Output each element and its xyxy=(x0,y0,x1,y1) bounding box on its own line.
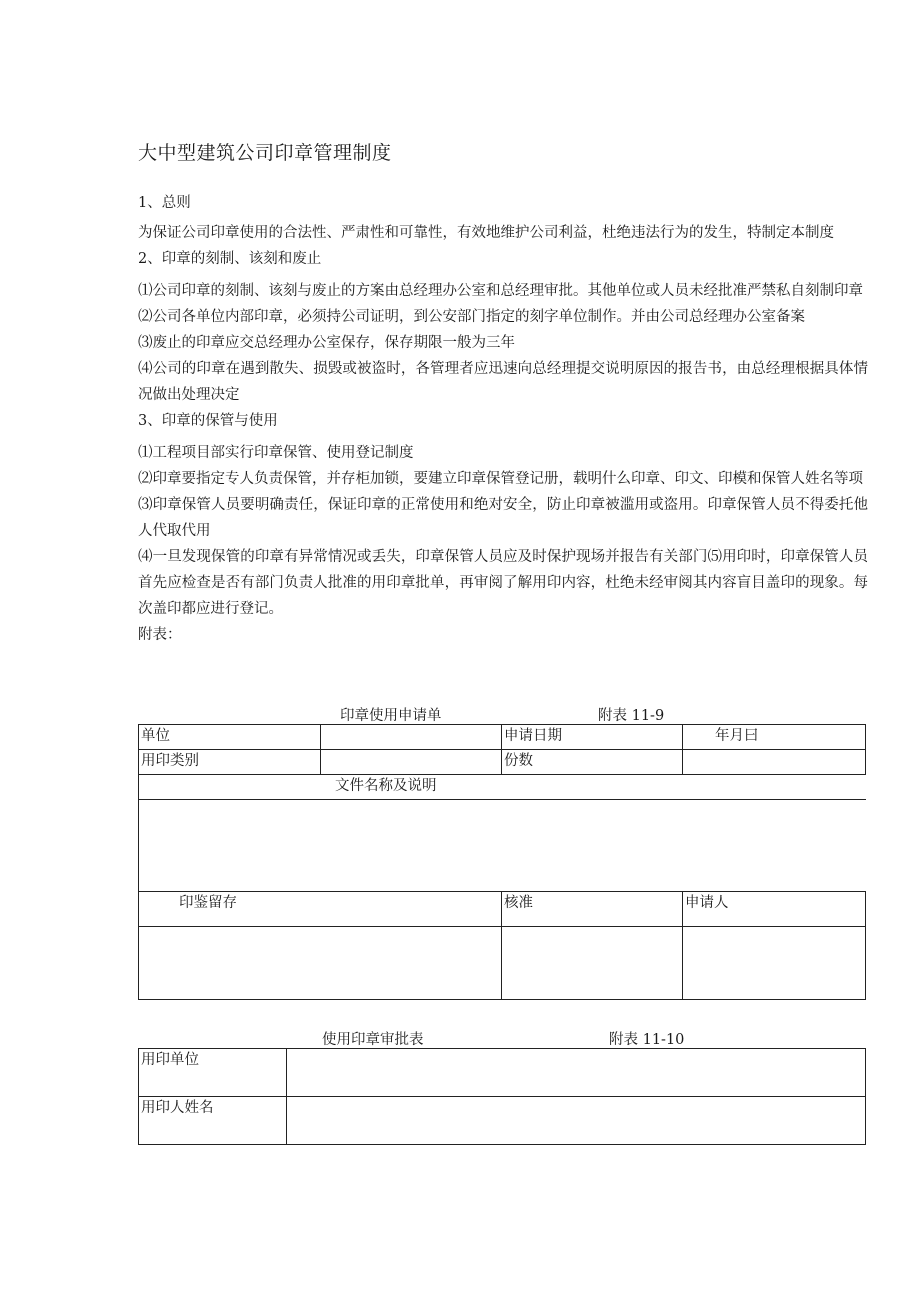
doc-desc-value-cell[interactable] xyxy=(139,800,866,892)
stamp-unit-value-cell[interactable] xyxy=(287,1049,866,1097)
seal-keep-value-cell[interactable] xyxy=(139,927,502,1000)
approve-value-cell[interactable] xyxy=(502,927,683,1000)
stamp-unit-label: 用印单位 xyxy=(139,1049,287,1097)
stamp-type-label: 用印类别 xyxy=(139,750,321,775)
paragraph-item: ⑵印章要指定专人负责保管，并存柜加锁，要建立印章保管登记册，载明什么印章、印文、印模和保管人姓名等项 xyxy=(138,471,863,487)
appendix-label: 附表： xyxy=(138,627,182,643)
stamp-user-name-label: 用印人姓名 xyxy=(139,1097,287,1145)
paragraph-item: ⑷一旦发现保管的印章有异常情况或丢失，印章保管人员应及时保护现场并报告有关部门⑸用印时，印章保管人员首先应检查是否有部门负责人批准的用印章批单，再审阅了解用印内容，杜绝未经审阅其内容盲目盖印的现象。每次盖印都应进行登记。 xyxy=(138,549,868,617)
table1-caption: 印章使用申请单 xyxy=(340,708,442,724)
paragraph-item: ⑴公司印章的刻制、该刻与废止的方案由总经理办公室和总经理审批。其他单位或人员未经批准严禁私自刻制印章 xyxy=(138,283,863,299)
applicant-value-cell[interactable] xyxy=(683,927,866,1000)
table2-number: 附表 11-10 xyxy=(609,1032,685,1048)
doc-desc-label: 文件名称及说明 xyxy=(139,775,866,800)
document-title: 大中型建筑公司印章管理制度 xyxy=(138,142,392,164)
unit-label: 单位 xyxy=(139,725,321,750)
paragraph-item: ⑵公司各单位内部印章，必须持公司证明，到公安部门指定的刻字单位制作。并由公司总经理办公室备案 xyxy=(138,309,805,325)
paragraph-item: ⑷公司的印章在遇到散失、损毁或被盗时，各管理者应迅速向总经理提交说明原因的报告书，由总经理根据具体情况做出处理决定 xyxy=(138,361,868,403)
seal-approval-table xyxy=(138,1048,866,1145)
copies-value-cell[interactable] xyxy=(683,750,866,775)
approve-label: 核准 xyxy=(502,892,683,927)
paragraph-item: ⑶废止的印章应交总经理办公室保存，保存期限一般为三年 xyxy=(138,335,515,351)
section-heading-general: 1、总则 xyxy=(138,195,191,211)
section-heading-engraving: 2、印章的刻制、该刻和废止 xyxy=(138,251,322,267)
applicant-label: 申请人 xyxy=(683,892,866,927)
apply-date-label: 申请日期 xyxy=(502,725,683,750)
paragraph-general: 为保证公司印章使用的合法性、严肃性和可靠性，有效地维护公司利益，杜绝违法行为的发生，特制定本制度 xyxy=(138,225,834,241)
apply-date-value[interactable]: 年月曰 xyxy=(683,725,866,750)
seal-keep-label: 印鉴留存 xyxy=(139,892,502,927)
paragraph-item: ⑶印章保管人员要明确责任，保证印章的正常使用和绝对安全，防止印章被滥用或盗用。印章保管人员不得委托他人代取代用 xyxy=(138,497,868,539)
copies-label: 份数 xyxy=(502,750,683,775)
seal-application-table xyxy=(138,724,866,1000)
table1-number: 附表 11-9 xyxy=(598,708,665,724)
stamp-type-value-cell[interactable] xyxy=(321,750,502,775)
section-heading-custody: 3、印章的保管与使用 xyxy=(138,413,278,429)
unit-value-cell[interactable] xyxy=(321,725,502,750)
stamp-user-name-value-cell[interactable] xyxy=(287,1097,866,1145)
paragraph-item: ⑴工程项目部实行印章保管、使用登记制度 xyxy=(138,445,414,461)
document-body xyxy=(138,190,868,648)
table2-caption: 使用印章审批表 xyxy=(322,1032,424,1048)
